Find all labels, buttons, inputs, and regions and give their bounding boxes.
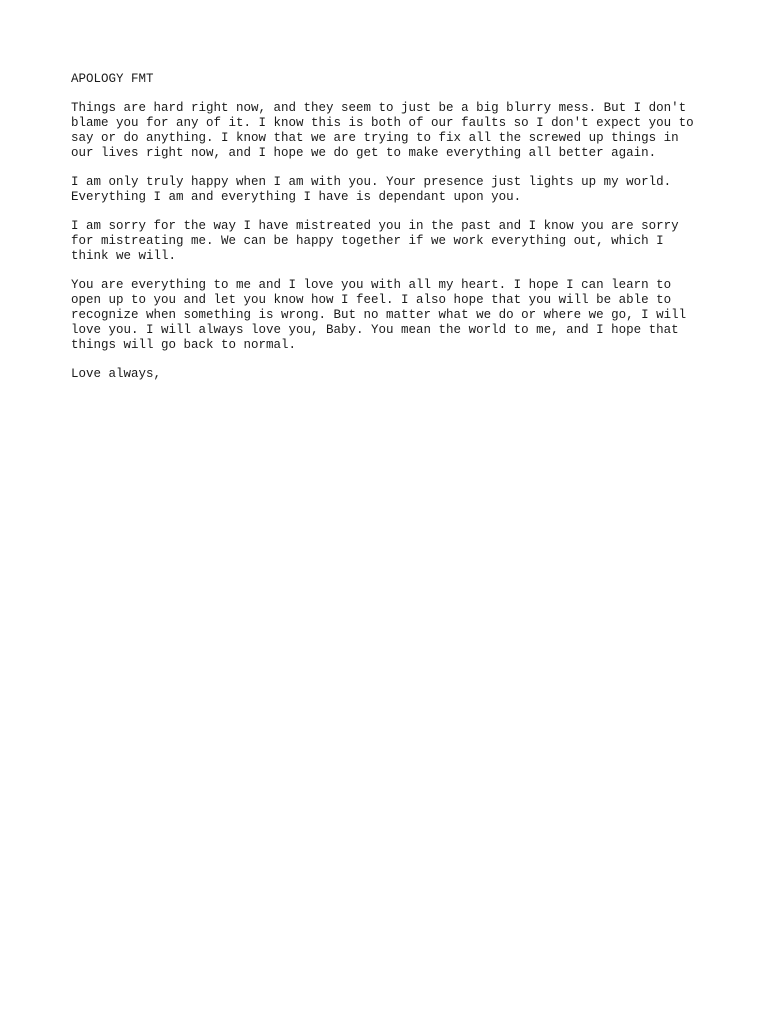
paragraph — [71, 175, 711, 205]
text-line: You are everything to me and I love you with all my heart. I hope I can learn to — [71, 278, 672, 293]
text-line: I am only truly happy when I am with you. Your presence just lights up my world. — [71, 175, 672, 190]
text-line: blame you for any of it. I know this is both of our faults so I don't expect you to — [71, 116, 694, 131]
letter-body — [71, 72, 711, 382]
paragraph — [71, 278, 711, 352]
text-line: open up to you and let you know how I feel. I also hope that you will be able to — [71, 293, 672, 308]
text-line: Everything I am and everything I have is dependant upon you. — [71, 189, 522, 204]
text-line: recognize when something is wrong. But no matter what we do or where we go, I will — [71, 307, 687, 322]
text-line: things will go back to normal. — [71, 337, 297, 352]
paragraph — [71, 219, 711, 263]
text-line: I am sorry for the way I have mistreated you in the past and I know you are sorry — [71, 219, 679, 234]
text-line: our lives right now, and I hope we do get to make everything all better again. — [71, 145, 657, 160]
text-line: love you. I will always love you, Baby. You mean the world to me, and I hope that — [71, 322, 679, 337]
text-line: say or do anything. I know that we are trying to fix all the screwed up things in — [71, 130, 679, 145]
text-line: for mistreating me. We can be happy together if we work everything out, which I — [71, 234, 664, 249]
closing-line: Love always, — [71, 366, 162, 381]
paragraph — [71, 101, 711, 160]
text-line: think we will. — [71, 248, 177, 263]
document-title: APOLOGY FMT — [71, 72, 154, 86]
text-line: Things are hard right now, and they seem to just be a big blurry mess. But I don't — [71, 101, 687, 116]
